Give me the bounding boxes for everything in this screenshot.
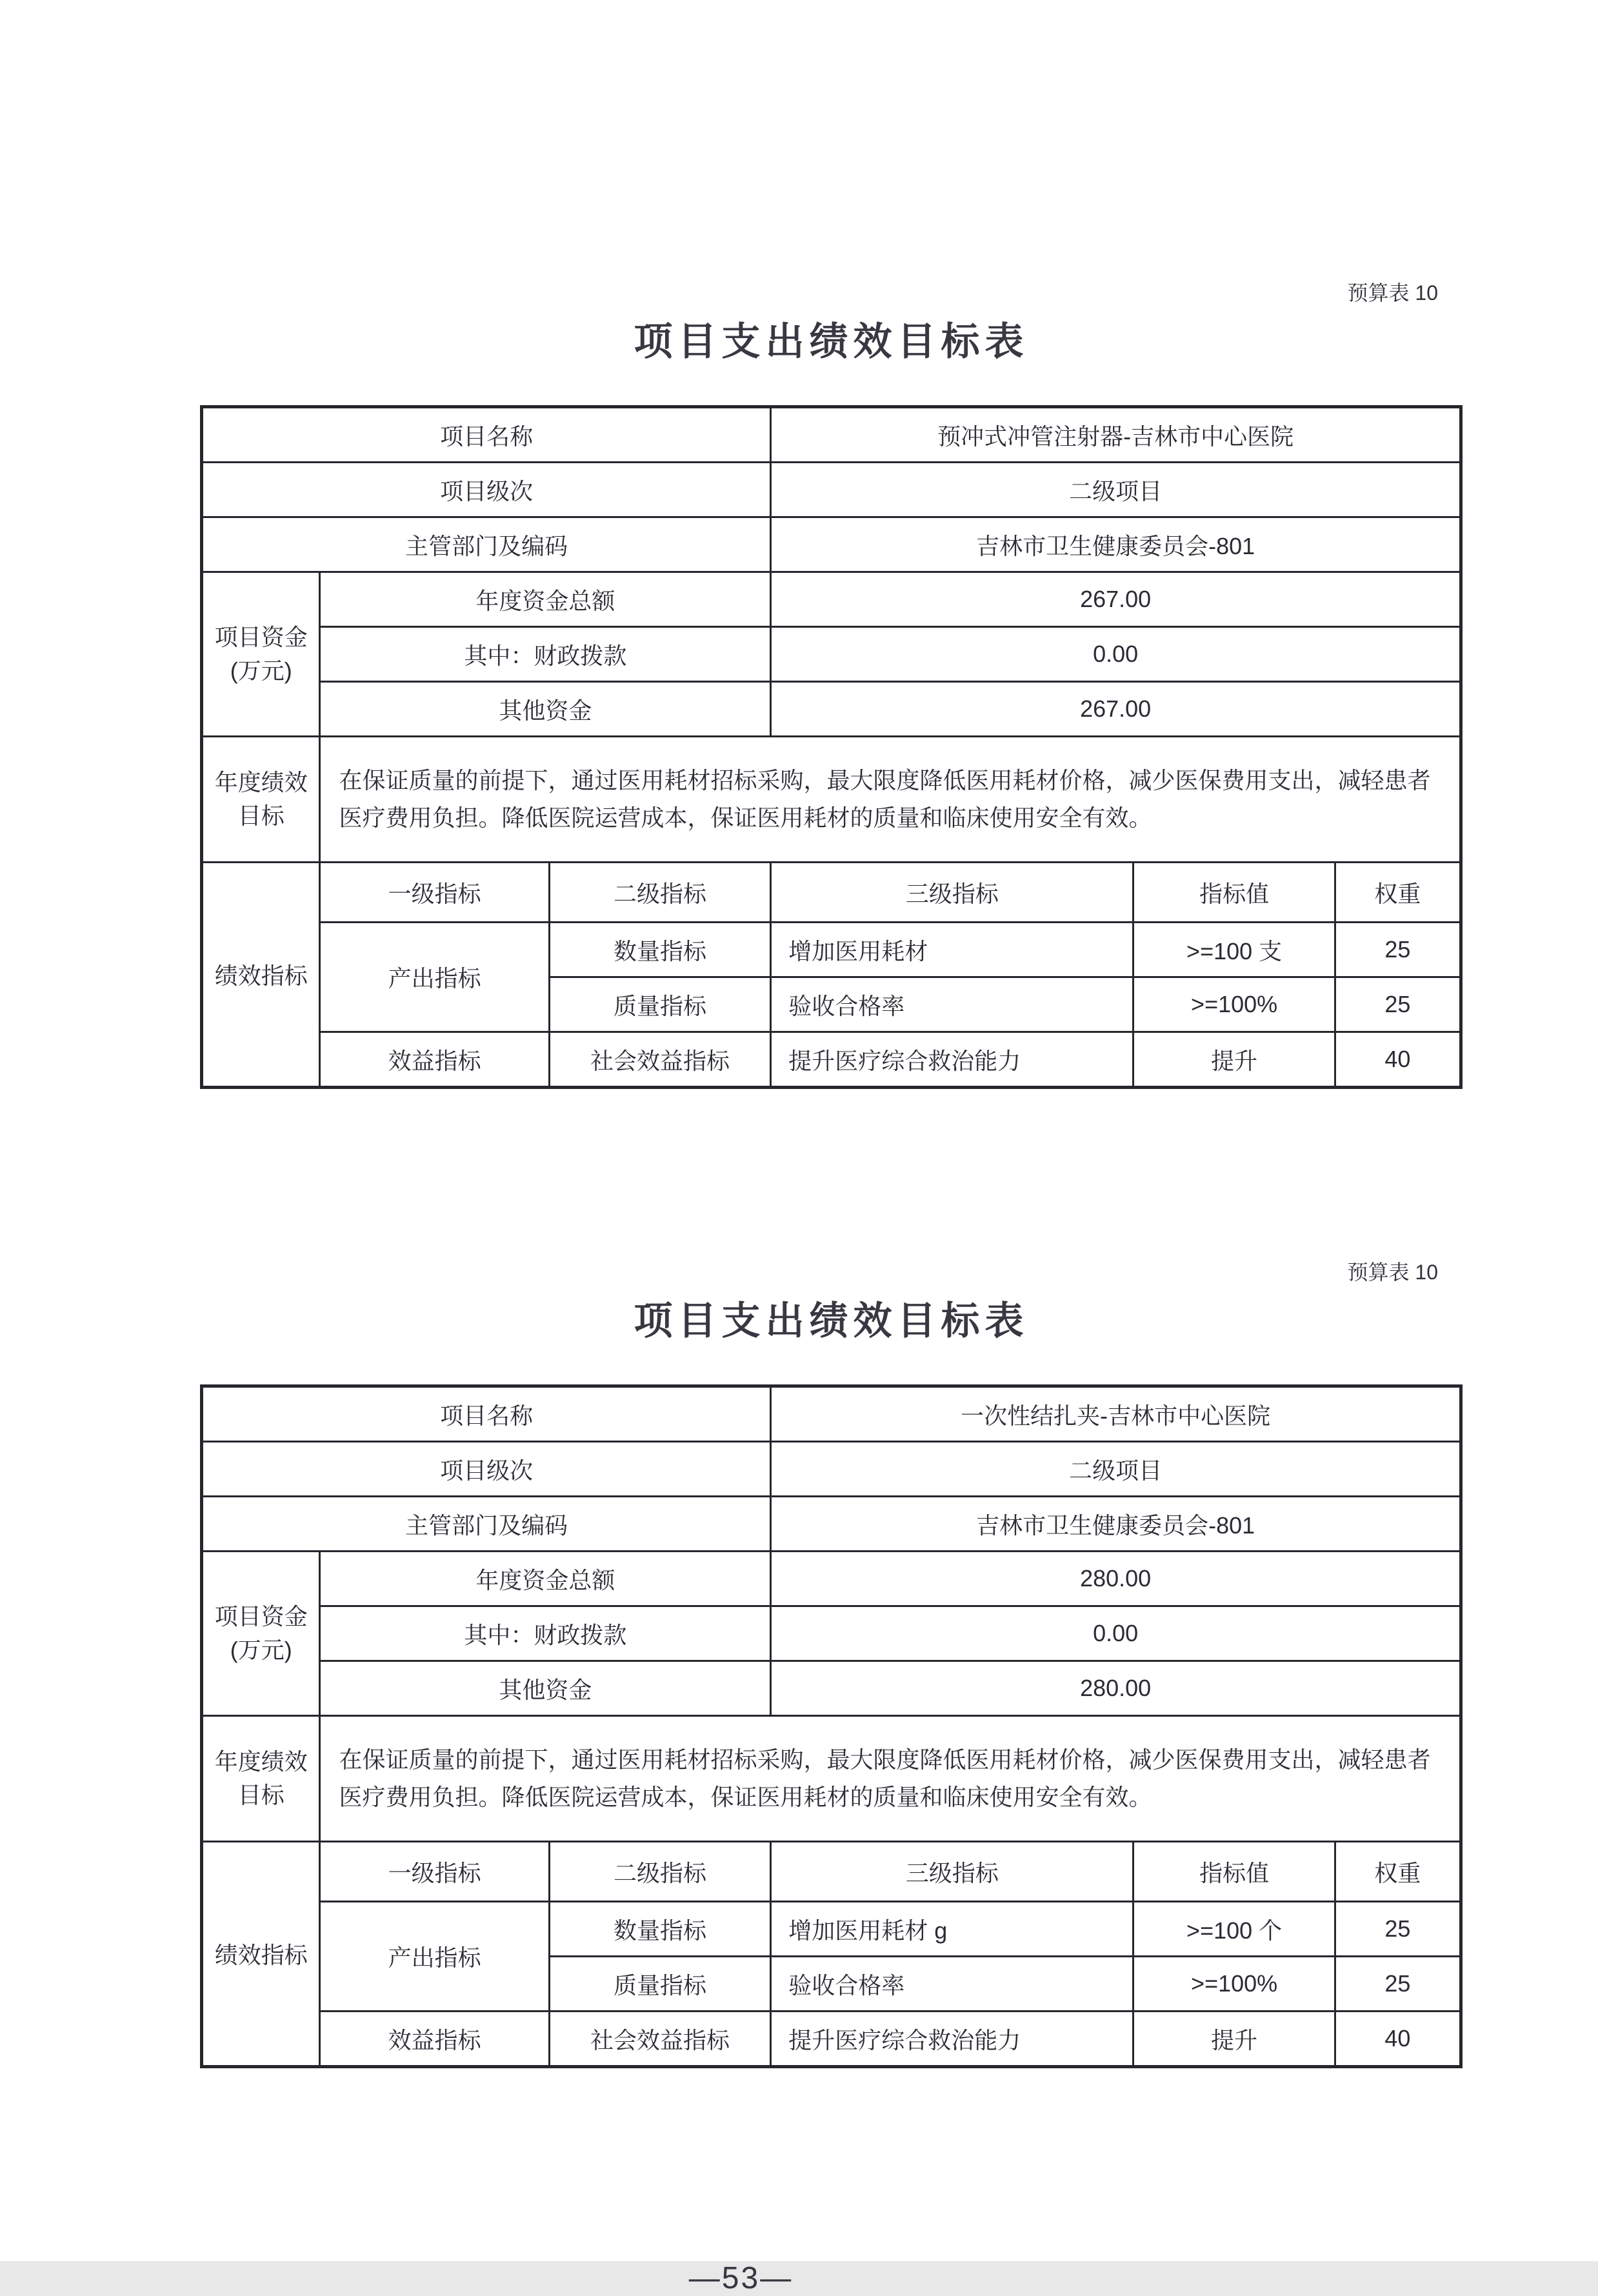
indicator-level2-cell: 社会效益指标 xyxy=(549,2011,771,2067)
indicator-value-cell: >=100 支 xyxy=(1134,923,1335,977)
page-footer xyxy=(0,2261,1598,2296)
project-name-row xyxy=(202,1386,1461,1442)
indicator-header-row xyxy=(202,863,1461,923)
indicator-weight-cell: 25 xyxy=(1335,1902,1461,1957)
indicator-row-benefit xyxy=(202,2011,1461,2067)
annual-target-text-cell: 在保证质量的前提下，通过医用耗材招标采购，最大限度降低医用耗材价格，减少医保费用支出，减轻患者医疗费用负担。降低医院运营成本，保证医用耗材的质量和临床使用安全有效。 xyxy=(320,737,1461,863)
annual-target-row xyxy=(202,737,1461,863)
funds-total-row xyxy=(202,572,1461,627)
funds-label-line1: 项目资金 xyxy=(214,623,308,650)
funds-label-line1: 项目资金 xyxy=(214,1602,308,1630)
funds-total-row xyxy=(202,1552,1461,1606)
indicator-level1-cell: 产出指标 xyxy=(320,923,549,1032)
department-row xyxy=(202,1497,1461,1552)
performance-target-table-2 xyxy=(200,1384,1463,2068)
indicator-level3-cell: 增加医用耗材 g xyxy=(771,1902,1134,1957)
header-level3-cell: 三级指标 xyxy=(771,1842,1134,1902)
header-level2-cell: 二级指标 xyxy=(549,863,771,923)
indicator-weight-cell: 25 xyxy=(1335,923,1461,977)
annual-target-label-line1: 年度绩效 xyxy=(214,1748,308,1775)
funds-fiscal-value-cell: 0.00 xyxy=(771,1606,1461,1661)
indicator-row-quantity xyxy=(202,923,1461,977)
indicator-level1-cell: 产出指标 xyxy=(320,1902,549,2011)
indicator-level3-cell: 验收合格率 xyxy=(771,1957,1134,2011)
annual-target-row xyxy=(202,1716,1461,1842)
page-number: —53— xyxy=(688,2261,794,2295)
annual-target-text-cell: 在保证质量的前提下，通过医用耗材招标采购，最大限度降低医用耗材价格，减少医保费用支出，减轻患者医疗费用负担。降低医院运营成本，保证医用耗材的质量和临床使用安全有效。 xyxy=(320,1716,1461,1842)
project-level-value-cell: 二级项目 xyxy=(771,463,1461,517)
project-level-label-cell: 项目级次 xyxy=(202,1442,771,1497)
indicator-level3-cell: 增加医用耗材 xyxy=(771,923,1134,977)
indicator-level2-cell: 数量指标 xyxy=(549,923,771,977)
budget-sheet-corner-label: 预算表 10 xyxy=(1347,281,1438,304)
annual-target-label-line1: 年度绩效 xyxy=(214,768,308,795)
indicator-value-cell: 提升 xyxy=(1134,2011,1335,2067)
funds-section-label-cell xyxy=(202,1552,320,1716)
funds-other-value-cell: 280.00 xyxy=(771,1661,1461,1716)
funds-fiscal-label-cell: 其中：财政拨款 xyxy=(320,627,771,682)
indicator-weight-cell: 25 xyxy=(1335,977,1461,1032)
funds-section-label-cell xyxy=(202,572,320,737)
header-level1-cell: 一级指标 xyxy=(320,1842,549,1902)
indicator-value-cell: 提升 xyxy=(1134,1032,1335,1088)
performance-sheet-2 xyxy=(200,1089,1463,2068)
indicator-value-cell: >=100% xyxy=(1134,1957,1335,2011)
indicator-level1-cell: 效益指标 xyxy=(320,1032,549,1088)
funds-label-line2: (万元) xyxy=(230,1637,292,1663)
funds-other-value-cell: 267.00 xyxy=(771,682,1461,737)
funds-total-value-cell: 280.00 xyxy=(771,1552,1461,1606)
header-value-cell: 指标值 xyxy=(1134,863,1335,923)
indicator-level1-cell: 效益指标 xyxy=(320,2011,549,2067)
indicator-level3-cell: 提升医疗综合救治能力 xyxy=(771,2011,1134,2067)
header-level3-cell: 三级指标 xyxy=(771,863,1134,923)
funds-other-row xyxy=(202,682,1461,737)
header-level2-cell: 二级指标 xyxy=(549,1842,771,1902)
annual-target-label-cell xyxy=(202,737,320,863)
indicator-weight-cell: 40 xyxy=(1335,2011,1461,2067)
indicator-level2-cell: 数量指标 xyxy=(549,1902,771,1957)
department-row xyxy=(202,517,1461,572)
table-container xyxy=(200,405,1463,1089)
indicator-level2-cell: 质量指标 xyxy=(549,1957,771,2011)
funds-other-label-cell: 其他资金 xyxy=(320,1661,771,1716)
funds-other-row xyxy=(202,1661,1461,1716)
project-level-label-cell: 项目级次 xyxy=(202,463,771,517)
table-container xyxy=(200,1384,1463,2068)
indicator-header-row xyxy=(202,1842,1461,1902)
project-name-value-cell: 一次性结扎夹-吉林市中心医院 xyxy=(771,1386,1461,1442)
indicator-level2-cell: 质量指标 xyxy=(549,977,771,1032)
project-name-value-cell: 预冲式冲管注射器-吉林市中心医院 xyxy=(771,407,1461,463)
indicator-value-cell: >=100 个 xyxy=(1134,1902,1335,1957)
funds-other-label-cell: 其他资金 xyxy=(320,682,771,737)
funds-total-label-cell: 年度资金总额 xyxy=(320,1552,771,1606)
department-value-cell: 吉林市卫生健康委员会-801 xyxy=(771,517,1461,572)
project-name-row xyxy=(202,407,1461,463)
annual-target-label-line2: 目标 xyxy=(237,803,285,829)
indicator-value-cell: >=100% xyxy=(1134,977,1335,1032)
performance-sheet-1 xyxy=(200,0,1463,1089)
header-value-cell: 指标值 xyxy=(1134,1842,1335,1902)
annual-target-label-cell xyxy=(202,1716,320,1842)
project-name-label-cell: 项目名称 xyxy=(202,407,771,463)
funds-fiscal-row xyxy=(202,1606,1461,1661)
indicator-section-label-cell: 绩效指标 xyxy=(202,1842,320,2067)
header-weight-cell: 权重 xyxy=(1335,863,1461,923)
funds-fiscal-value-cell: 0.00 xyxy=(771,627,1461,682)
department-value-cell: 吉林市卫生健康委员会-801 xyxy=(771,1497,1461,1552)
indicator-weight-cell: 40 xyxy=(1335,1032,1461,1088)
indicator-row-benefit xyxy=(202,1032,1461,1088)
annual-target-label-line2: 目标 xyxy=(237,1782,285,1808)
indicator-section-label-cell: 绩效指标 xyxy=(202,863,320,1088)
project-name-label-cell: 项目名称 xyxy=(202,1386,771,1442)
funds-total-label-cell: 年度资金总额 xyxy=(320,572,771,627)
funds-fiscal-row xyxy=(202,627,1461,682)
indicator-level3-cell: 验收合格率 xyxy=(771,977,1134,1032)
project-level-row xyxy=(202,1442,1461,1497)
indicator-level3-cell: 提升医疗综合救治能力 xyxy=(771,1032,1134,1088)
project-level-value-cell: 二级项目 xyxy=(771,1442,1461,1497)
header-weight-cell: 权重 xyxy=(1335,1842,1461,1902)
department-label-cell: 主管部门及编码 xyxy=(202,517,771,572)
funds-label-line2: (万元) xyxy=(230,657,292,684)
funds-total-value-cell: 267.00 xyxy=(771,572,1461,627)
department-label-cell: 主管部门及编码 xyxy=(202,1497,771,1552)
indicator-weight-cell: 25 xyxy=(1335,1957,1461,2011)
indicator-level2-cell: 社会效益指标 xyxy=(549,1032,771,1088)
funds-fiscal-label-cell: 其中：财政拨款 xyxy=(320,1606,771,1661)
budget-sheet-corner-label: 预算表 10 xyxy=(1347,1261,1438,1284)
header-level1-cell: 一级指标 xyxy=(320,863,549,923)
sheet-title: 项目支出绩效目标表 xyxy=(634,320,1029,363)
indicator-row-quantity xyxy=(202,1902,1461,1957)
performance-target-table-1 xyxy=(200,405,1463,1089)
project-level-row xyxy=(202,463,1461,517)
sheet-title: 项目支出绩效目标表 xyxy=(634,1299,1029,1343)
